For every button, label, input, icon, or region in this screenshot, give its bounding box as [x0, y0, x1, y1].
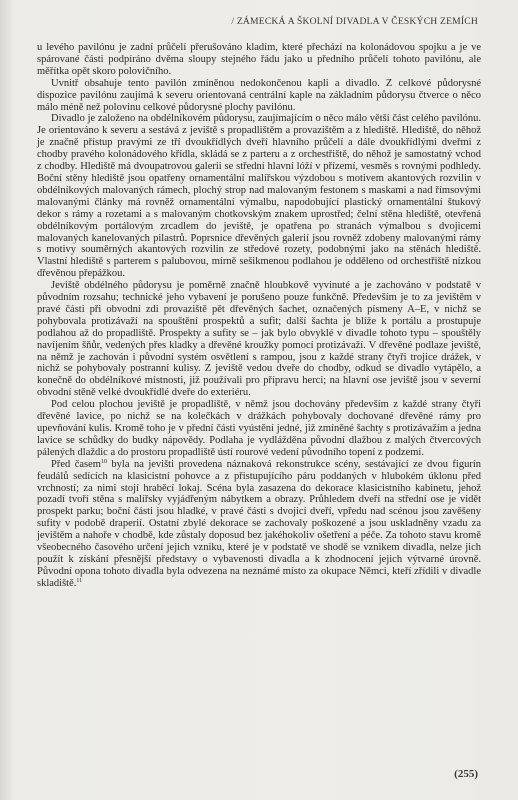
page-number: (255)	[454, 768, 478, 780]
body-text	[37, 42, 481, 590]
paragraph: Jeviště obdélného půdorysu je poměrně značně hloubkově vyvinuté a je zachováno v podstatě v původním rozsahu; technické jeho vybavení je porušeno pouze funkčně. Především je to za jevištěm v pravé části při obvodní zdi provaziště pět dřevěných šachet, označených písmeny A–E, v nichž se pohybovala protizávaží na spouštění prospektů a sufit; další šachta je blíže k portálu a prostupuje podlahou až do propadliště. Prospekty a sufity se – jak bylo obvyklé v divadle tohoto typu – spouštěly navíjením šňůr, vedených přes kladky a dřevěné kroužky pomocí protizávaží. V dřevěné podlaze jeviště, na němž je zachován i původní systém osvětlení s rampou, jsou z každé strany čtyři trojice drážek, v nichž se pohybovaly postranní kulisy. Z jeviště vedou dveře do chodby, odkud se divadlo vytápělo, a konečně do obdélníkové místnosti, již používali pro přípravu herci; na hlavní ose jeviště jsou v severní obvodní stěně velké dvoukřídlé dveře do exteriéru.	[37, 280, 481, 399]
paragraph: u levého pavilónu je zadní průčelí přerušováno kladím, které přechází na kolonádovou spojku a je ve spárované části podpíráno dvěma sloupy stejného řádu jako u předního průčelí tohoto pavilónu, ale měřítka opět skoro polovičního.	[37, 42, 481, 77]
footnote-ref: 10	[100, 458, 107, 465]
paragraph: Divadlo je založeno na obdélníkovém půdorysu, zaujímajícím o něco málo větší část celého pavilónu. Je orientováno k severu a sestává z jeviště s propadlištěm a provazištěm a z hlediště. Hlediště, do něhož je značně přístup pravými ze tří dvoukřídlých dveří hlavního průčelí a dále dvoukřídlými dveřmi z chodby pravého kolonádového křídla, skládá se z parteru a z orchestřiště, do něhož je samostatný vchod z chodby. Hlediště má dvoupatrovou galerii se střední hlavní lóží v přízemí, vesměs s rovnými podhledy. Boční stěny hlediště jsou opatřeny ornamentální malířskou výzdobou s motivem akantových rozvilin v obdélníkových malovaných rámech, plochý strop nad malovaným festonem s maskami a nad římsovými malovanými články má rovněž ornamentální výmalbu, napodobující plastický ornamentální štukový dekor s rámy a rozetami a s malovaným chotkovským znakem uprostřed; čelní stěna hlediště, otevřená obdélníkovým portálovým zrcadlem do jeviště, je opatřena po stranách výmalbou s dvojicemi malovaných kanelovaných pilastrů. Poprsnice dřevěných galerií jsou rovněž zdobeny malovanými rámy s motivy souměrných akantových rozvilin ze středové rozety, podobnými jako na stěnách hlediště. Vlastní hlediště s parterem s palubovou, mírně sešikmenou podlahou je odděleno od orchestřiště nízkou dřevěnou přepážkou.	[37, 113, 481, 280]
paragraph: Pod celou plochou jeviště je propadliště, v němž jsou dochovány především z každé strany čtyři dřevěné lavice, po nichž se na kolečkách v drážkách pohybovaly dochované dřevěné rámy pro upevňování kulis. Kromě toho je v přední části vyústění jedné, již zmíněné šachty s protizávažím a jedna lavice se schůdky do budky nápovědy. Podlaha je vydlážděna původní dlažbou z malých čtvercových pálených dlaždic a do prostoru propadliště ústí rourové vedení původního topení z podzemí.	[37, 399, 481, 458]
footnote-ref: 11	[76, 577, 83, 584]
running-head: / ZÁMECKÁ A ŠKOLNÍ DIVADLA V ČESKÝCH ZEMÍCH	[231, 16, 478, 27]
paragraph: Uvnitř obsahuje tento pavilón zmíněnou nedokončenou kapli a divadlo. Z celkové půdorysné dispozice pavilónu zaujímá k severu orientovaná centrální kaple na základním půdorysu čtverce o něco málo méně než polovinu celkové půdorysné plochy pavilónu.	[37, 77, 481, 113]
paragraph: Před časem$^{10}$ byla na jevišti provedena náznaková rekonstrukce scény, sestávající ze dvou figurín feudálů sedících na klasicistní pohovce a z přistupujícího páru poddaných v hlubokém úklonu před vrchností; za nimi stojí hraběcí lokaj. Scéna byla zasazena do dekorace klasicistního kabinetu, jehož pozadí tvoří stěna s malířsky vyjádřeným nábytkem a obrazy. Průhledem dveří na střední ose je vidět prospekt parku; boční části jsou hladké, v pravé části s dvojicí dveří, vpředu nad scénou jsou zavěšeny sufity v podobě draperií. Ostatní zbylé dekorace se zachovaly poškozené a jsou uskladněny vzadu za jevištěm a nahoře v chodbě, kde zůstaly doposud bez jakéhokoliv ošetření a péče. Za tohoto stavu kromě všeobecného časového určení jejich vzniku, které je v podstatě ve shodě se vznikem divadla, nelze jich použít k získání přesnější představy o vybavenosti divadla a k zhodnocení jejich výtvarné úrovně. Původní opona tohoto divadla byla odvezena na neznámé místo za okupace Němci, kteří zřídili v divadle skladiště.$^{11}$	[37, 458, 482, 589]
